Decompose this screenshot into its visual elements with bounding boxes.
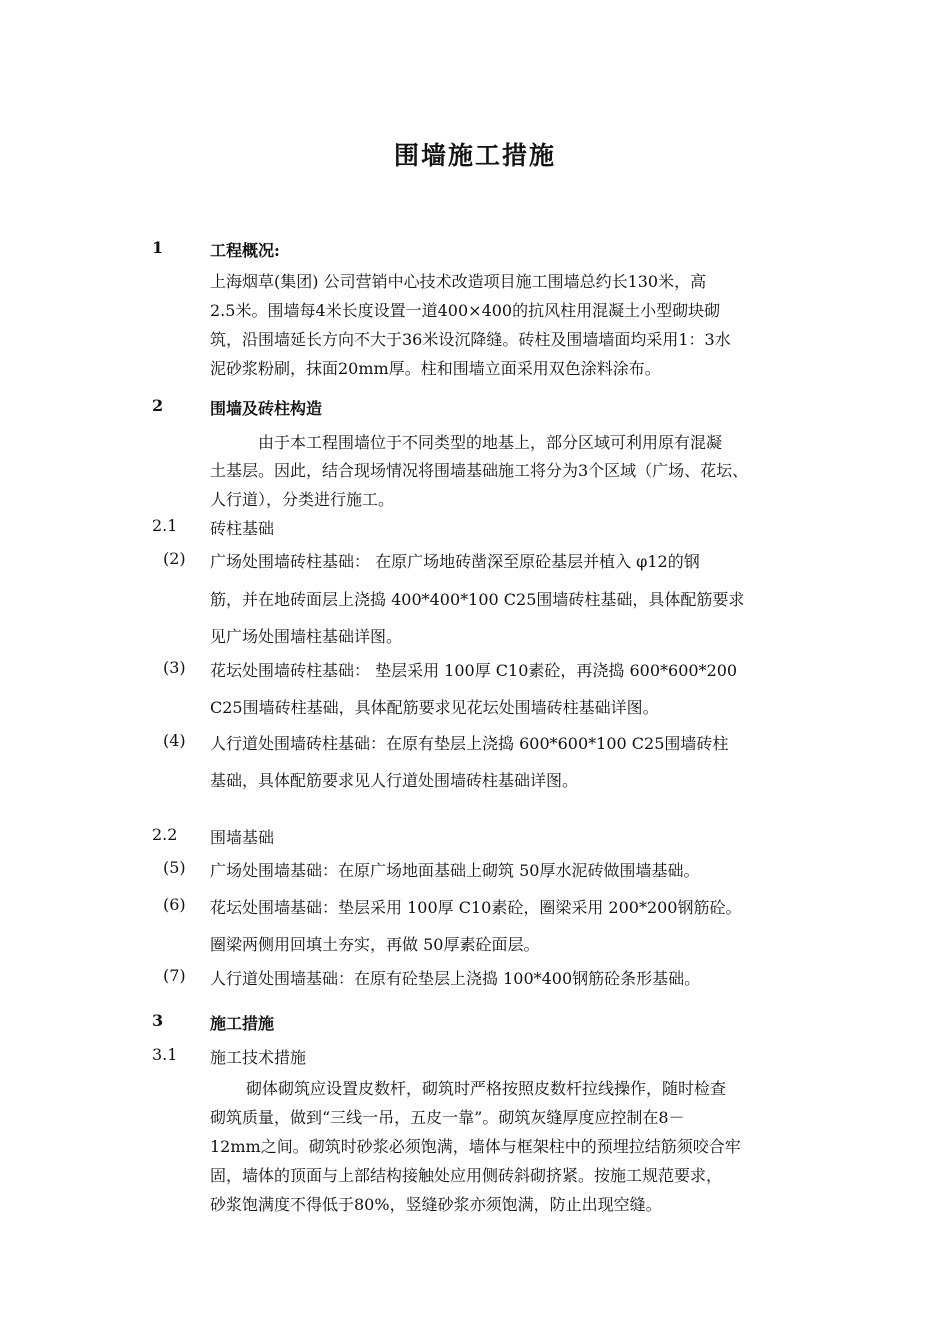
section-2-2-heading: 围墙基础 bbox=[210, 828, 275, 847]
section-2-line: 土基层。因此，结合现场情况将围墙基础施工将分为3个区域（广场、花坛、 bbox=[210, 461, 749, 480]
item-line: 见广场处围墙柱基础详图。 bbox=[210, 627, 403, 646]
section-3-1-line: 砂浆饱满度不得低于80%，竖缝砂浆亦须饱满，防止出现空缝。 bbox=[210, 1195, 662, 1214]
section-3-1-line: 砌体砌筑应设置皮数杆，砌筑时严格按照皮数杆拉线操作，随时检查 bbox=[246, 1079, 727, 1098]
document-title: 围墙施工措施 bbox=[393, 141, 556, 170]
section-1-number: 1 bbox=[152, 238, 164, 257]
section-1-line: 2.5米。围墙每4米长度设置一道400×400的抗风柱用混凝土小型砌块砌 bbox=[210, 301, 721, 320]
section-2-line: 人行道），分类进行施工。 bbox=[210, 490, 395, 509]
section-2-number: 2 bbox=[152, 396, 164, 415]
section-1-heading: 工程概况: bbox=[210, 241, 280, 260]
item-label: (5) bbox=[163, 858, 186, 877]
section-2-1-heading: 砖柱基础 bbox=[210, 519, 275, 538]
item-label: (7) bbox=[163, 966, 186, 985]
item-line: 花坛处围墙砖柱基础： 垫层采用 100厚 C10素砼，再浇捣 600*600*200 bbox=[210, 661, 738, 680]
section-3-1-number: 3.1 bbox=[152, 1045, 178, 1064]
section-3-heading: 施工措施 bbox=[210, 1014, 275, 1033]
section-3-1-heading: 施工技术措施 bbox=[210, 1048, 307, 1067]
section-2-line: 由于本工程围墙位于不同类型的地基上，部分区域可利用原有混凝 bbox=[258, 433, 723, 452]
section-1-line: 泥砂浆粉刷，抹面20mm厚。柱和围墙立面采用双色涂料涂布。 bbox=[210, 359, 661, 378]
item-label: (4) bbox=[163, 731, 186, 750]
item-line: 圈梁两侧用回填土夯实，再做 50厚素砼面层。 bbox=[210, 935, 540, 954]
section-3-1-line: 固，墙体的顶面与上部结构接触处应用侧砖斜砌挤紧。按施工规范要求， bbox=[210, 1166, 723, 1185]
section-3-1-line: 12mm之间。砌筑时砂浆必须饱满，墙体与框架柱中的预埋拉结筋须咬合牢 bbox=[210, 1137, 741, 1156]
section-3-number: 3 bbox=[152, 1011, 164, 1030]
section-3-1-line: 砌筑质量，做到“三线一吊，五皮一靠”。砌筑灰缝厚度应控制在8－ bbox=[210, 1108, 685, 1127]
item-line: 人行道处围墙砖柱基础：在原有垫层上浇捣 600*600*100 C25围墙砖柱 bbox=[210, 734, 729, 753]
item-line: 花坛处围墙基础：垫层采用 100厚 C10素砼，圈梁采用 200*200钢筋砼。 bbox=[210, 898, 742, 917]
item-label: (3) bbox=[163, 658, 186, 677]
section-2-1-number: 2.1 bbox=[152, 516, 178, 535]
item-line: C25围墙砖柱基础，具体配筋要求见花坛处围墙砖柱基础详图。 bbox=[210, 698, 659, 717]
section-1-line: 筑，沿围墙延长方向不大于36米设沉降缝。砖柱及围墙墙面均采用1：3水 bbox=[210, 330, 731, 349]
item-line: 基础，具体配筋要求见人行道处围墙砖柱基础详图。 bbox=[210, 771, 579, 790]
section-1-line: 上海烟草(集团) 公司营销中心技术改造项目施工围墙总约长130米，高 bbox=[210, 272, 707, 291]
item-label: (6) bbox=[163, 895, 186, 914]
item-line: 人行道处围墙基础：在原有砼垫层上浇捣 100*400钢筋砼条形基础。 bbox=[210, 969, 701, 988]
item-label: (2) bbox=[163, 549, 186, 568]
section-2-2-number: 2.2 bbox=[152, 825, 178, 844]
section-2-heading: 围墙及砖柱构造 bbox=[210, 399, 323, 418]
item-line: 广场处围墙基础：在原广场地面基础上砌筑 50厚水泥砖做围墙基础。 bbox=[210, 861, 700, 880]
item-line: 广场处围墙砖柱基础： 在原广场地砖凿深至原砼基层并植入 φ12的钢 bbox=[210, 552, 700, 571]
item-line: 筋，并在地砖面层上浇捣 400*400*100 C25围墙砖柱基础，具体配筋要求 bbox=[210, 590, 745, 609]
